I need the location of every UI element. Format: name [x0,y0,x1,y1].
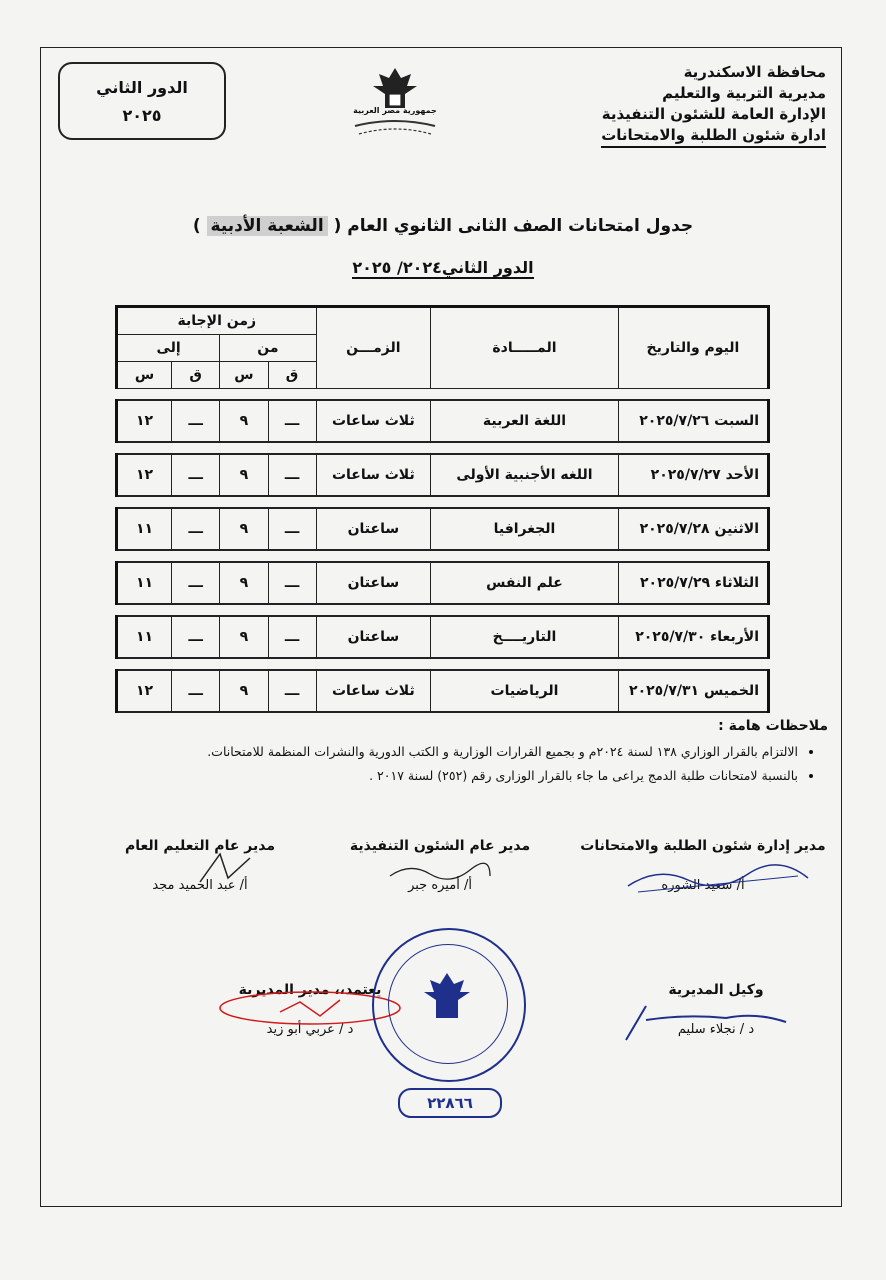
cell-subject: التاريــــخ [431,616,619,658]
note-item: • الالتزام بالقرار الوزاري ١٣٨ لسنة ٢٠٢٤م و بجميع القرارات الوزارية و الكتب الدورية والنشرات المنظمة للامتحانات. [48,740,798,764]
sig-title: مدير إدارة شئون الطلبة والامتحانات [580,838,826,854]
cell-to-s: ١٢ [117,454,172,496]
title-highlight: الشعبة الأدبية [207,216,328,236]
cell-subject: الجغرافيا [431,508,619,550]
page-title [0,216,886,236]
cell-duration: ساعتان [316,562,430,604]
signature-deputy [606,982,826,1037]
cell-from-q: ـــ [268,562,316,604]
eagle-icon [335,64,455,140]
year-label: ٢٠٢٥ [122,106,162,125]
header-line-directorate: مديرية التربية والتعليم [662,84,826,102]
cell-from-q: ـــ [268,454,316,496]
cell-day-date: السبت ٢٠٢٥/٧/٢٦ [618,400,768,442]
important-notes [48,718,828,788]
cell-from-q: ـــ [268,400,316,442]
table-row [117,562,769,604]
cell-subject: اللغه الأجنبية الأولى [431,454,619,496]
col-subject: المـــــادة [431,307,619,389]
round-label: الدور الثاني [96,78,188,97]
egypt-emblem [335,64,455,140]
table-row [117,454,769,496]
cell-to-q: ـــ [172,508,220,550]
cell-duration: ساعتان [316,616,430,658]
cell-to-s: ١١ [117,616,172,658]
col-answer-time: زمن الإجابة [117,307,317,335]
cell-from-s: ٩ [220,400,268,442]
handwritten-signature [380,856,500,886]
notes-heading: ملاحظات هامة : [718,718,828,734]
sig-title: مدير عام الشئون التنفيذية [349,838,531,854]
sig-name: د / نجلاء سليم [677,1022,755,1037]
cell-from-s: ٩ [220,454,268,496]
cell-from-q: ـــ [268,508,316,550]
sig-title: وكيل المديرية [668,982,764,998]
cell-to-s: ١١ [117,562,172,604]
col-duration: الزمـــن [316,307,430,389]
cell-duration: ساعتان [316,508,430,550]
round-year-box [58,62,226,140]
cell-to-q: ـــ [172,400,220,442]
handwritten-signature [606,996,806,1046]
col-to: إلى [117,335,220,362]
cell-to-s: ١٢ [117,400,172,442]
header-line-admin: الإدارة العامة للشئون التنفيذية [601,105,826,123]
sig-title: مدير عام التعليم العام [125,838,275,854]
table-row [117,616,769,658]
cell-from-s: ٩ [220,562,268,604]
cell-to-q: ـــ [172,454,220,496]
cell-subject: اللغة العربية [431,400,619,442]
cell-to-q: ـــ [172,670,220,712]
issuer-header [526,62,826,148]
col-from-s: س [220,362,268,389]
sig-name: أ/ أميره جبر [408,878,472,893]
sig-name: أ/ عبد الحميد مجد [152,878,248,893]
exam-schedule-table [115,305,770,713]
cell-subject: علم النفس [431,562,619,604]
subtitle-text: الدور الثاني٢٠٢٤/ ٢٠٢٥ [352,258,534,277]
cell-duration: ثلاث ساعات [316,670,430,712]
signature-general-edu-manager [100,838,300,893]
col-to-s: س [117,362,172,389]
table-row [117,508,769,550]
signature-exec-manager [340,838,540,893]
cell-from-s: ٩ [220,508,268,550]
col-from: من [220,335,316,362]
cell-duration: ثلاث ساعات [316,400,430,442]
cell-day-date: الثلاثاء ٢٠٢٥/٧/٢٩ [618,562,768,604]
cell-from-q: ـــ [268,670,316,712]
emblem-caption: جمهورية مصر العربية [353,106,437,115]
title-main: جدول امتحانات الصف الثانى الثانوي العام ( [333,216,694,236]
seal-eagle-icon [372,928,522,1078]
cell-duration: ثلاث ساعات [316,454,430,496]
cell-to-s: ١١ [117,508,172,550]
note-item: • بالنسبة لامتحانات طلبة الدمج يراعى ما جاء بالقرار الوزارى رقم (٢٥٢) لسنة ٢٠١٧ . [48,764,798,788]
cell-to-s: ١٢ [117,670,172,712]
cell-day-date: الأحد ٢٠٢٥/٧/٢٧ [618,454,768,496]
table-row [117,400,769,442]
col-to-q: ق [172,362,220,389]
title-close: ) [192,216,201,236]
cell-subject: الرياضيات [431,670,619,712]
handwritten-signature [180,848,280,888]
cell-to-q: ـــ [172,562,220,604]
col-day-date: اليوم والتاريخ [618,307,768,389]
sig-title: يعتمد،، مدير المديرية [238,982,382,998]
seal-number: ٢٢٨٦٦ [398,1088,502,1118]
cell-day-date: الخميس ٢٠٢٥/٧/٣١ [618,670,768,712]
signature-students-manager [578,838,828,893]
official-seal [372,928,526,1082]
header-line-governorate: محافظة الاسكندرية [683,63,826,81]
sig-name: د / عربي أبو زيد [266,1022,354,1037]
cell-from-q: ـــ [268,616,316,658]
page-subtitle [0,258,886,277]
header-line-dept: ادارة شئون الطلبة والامتحانات [601,125,826,148]
cell-to-q: ـــ [172,616,220,658]
cell-day-date: الأربعاء ٢٠٢٥/٧/٣٠ [618,616,768,658]
cell-day-date: الاثنين ٢٠٢٥/٧/٢٨ [618,508,768,550]
cell-from-s: ٩ [220,670,268,712]
sig-name: أ/ سعيد الشوره [661,878,745,893]
col-from-q: ق [268,362,316,389]
cell-from-s: ٩ [220,616,268,658]
handwritten-signature [618,856,818,896]
table-row [117,670,769,712]
